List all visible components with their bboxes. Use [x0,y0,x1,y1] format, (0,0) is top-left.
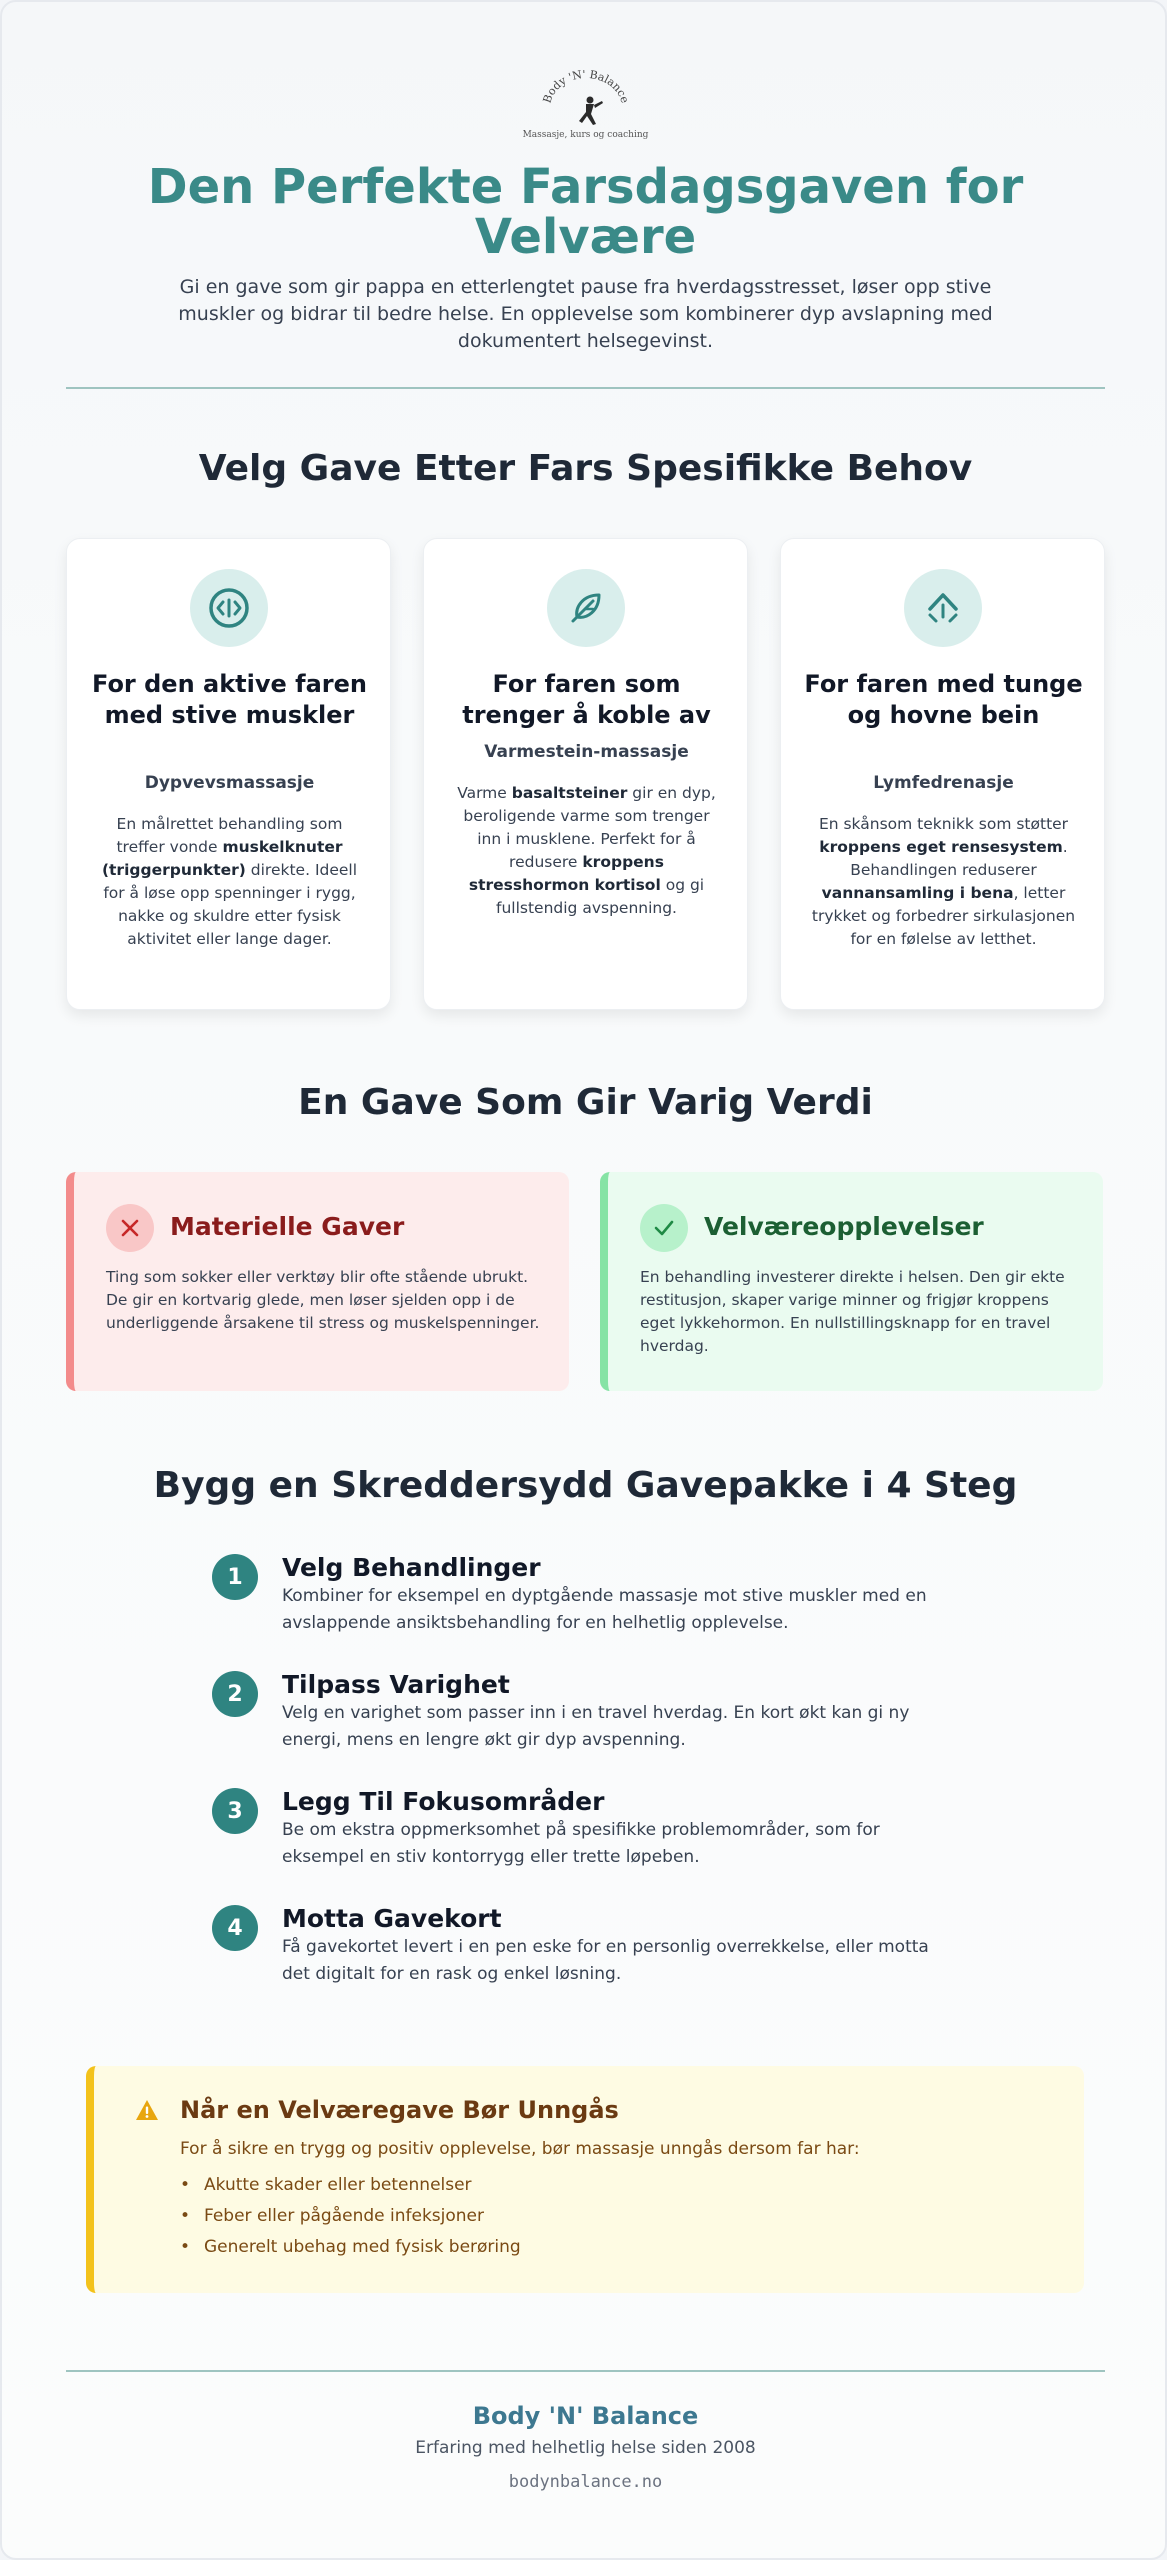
warning-title: Når en Velværegave Bør Unngås [180,2096,619,2124]
step-title: Legg Til Fokusområder [282,1787,605,1816]
card-description: En skånsom teknikk som støtter kroppens eget rensesystem. Behandlingen reduserer vannansamling i bena, letter trykket og forbedrer sirkulasjonen for en følelse av letthet. [811,815,1076,948]
list-item: • Feber eller pågående infeksjoner [180,2201,521,2232]
lymph-icon [904,569,982,647]
logo-tagline: Massasje, kurs og coaching [522,130,649,140]
step-description: Velg en varighet som passer inn i en travel hverdag. En kort økt kan gi ny energi, mens en lengre økt gir dyp avspenning. [282,1703,910,1750]
card-description: En målrettet behandling som treffer vonde muskelknuter (triggerpunkter) direkte. Ideell for å løse opp spenninger i rygg, nakke og skuldre etter fysisk aktivitet eller lange dager. [101,815,358,948]
feather-icon [547,569,625,647]
step-number: 3 [212,1788,258,1834]
step-number: 2 [212,1671,258,1717]
warning-intro: For å sikre en trygg og positiv opplevelse, bør massasje unngås dersom far har: [180,2139,860,2159]
step-description: Kombiner for eksempel en dyptgående massasje mot stive muskler med en avslappende ansiktsbehandling for en helhetlig opplevelse. [282,1586,927,1633]
material-gifts-box [66,1172,569,1391]
card-title: For faren som trenger å koble av [462,670,711,729]
page-title: Den Perfekte Farsdagsgaven for Velvære [147,159,1024,265]
check-icon [640,1204,688,1252]
close-icon [106,1204,154,1252]
step-title: Tilpass Varighet [282,1670,510,1699]
intro-text: Gi en gave som gir pappa en etterlengtet pause fra hverdagsstresset, løser opp stive muskler og bidrar til bedre helse. En opplevelse som kombinerer dyp avslapning med dokumentert helsegevinst. [178,276,993,352]
card-subtitle: Lymfedrenasje [873,773,1014,793]
step-description: Be om ekstra oppmerksomhet på spesifikke problemområder, som for eksempel en stiv kontorrygg eller trette løpeben. [282,1820,880,1867]
logo [520,68,651,146]
card-description: Varme basaltsteiner gir en dyp, beroligende varme som trenger inn i musklene. Perfekt for å redusere kroppens stresshormon kortisol og gi fullstendig avspenning. [457,784,716,917]
section-heading-value: En Gave Som Gir Varig Verdi [298,1082,873,1123]
gift-card-relax [423,538,748,1010]
material-gifts-title: Materielle Gaver [170,1212,405,1241]
step-description: Få gavekortet levert i en pen eske for en personlig overrekkelse, eller motta det digitalt for en rask og enkel løsning. [282,1937,929,1984]
logo-mark [520,68,651,130]
section-heading-needs: Velg Gave Etter Fars Spesifikke Behov [198,448,973,489]
card-title: For den aktive faren med stive muskler [92,670,367,729]
footer-tagline: Erfaring med helhetlig helse siden 2008 [415,2438,756,2458]
svg-text:Body 'N' Balance [541,68,632,105]
gift-card-active [66,538,391,1010]
warning-box [86,2066,1084,2293]
step-title: Motta Gavekort [282,1904,502,1933]
wellness-title: Velværeopplevelser [704,1212,984,1241]
warning-list [180,2170,521,2263]
list-item: • Generelt ubehag med fysisk berøring [180,2232,521,2263]
gift-card-legs [780,538,1105,1010]
card-subtitle: Varmestein-massasje [484,742,689,762]
step-number: 1 [212,1554,258,1600]
wellness-text: En behandling investerer direkte i helsen. Den gir ekte restitusjon, skaper varige minner og frigjør kroppens eget lykkehormon. En nullstillingsknapp for en travel hverdag. [640,1268,1065,1355]
material-gifts-text: Ting som sokker eller verktøy blir ofte stående ubrukt. De gir en kortvarig glede, men løser sjelden opp i de underliggende årsakene til stress og muskelspenninger. [106,1268,540,1332]
footer-website-link[interactable]: bodynbalance.no [508,2472,663,2492]
card-subtitle: Dypvevsmassasje [144,773,315,793]
divider [66,387,1105,389]
logo-arc-text: Body 'N' Balance [540,68,632,105]
wellness-box [600,1172,1103,1391]
warning-icon [134,2097,160,2123]
massage-icon [190,569,268,647]
card-title: For faren med tunge og hovne bein [804,670,1083,729]
list-item: • Akutte skader eller betennelser [180,2170,521,2201]
footer-divider [66,2370,1105,2372]
footer-brand: Body 'N' Balance [472,2402,699,2430]
step-number: 4 [212,1905,258,1951]
step-title: Velg Behandlinger [282,1553,541,1582]
section-heading-steps: Bygg en Skreddersydd Gavepakke i 4 Steg [153,1465,1018,1506]
